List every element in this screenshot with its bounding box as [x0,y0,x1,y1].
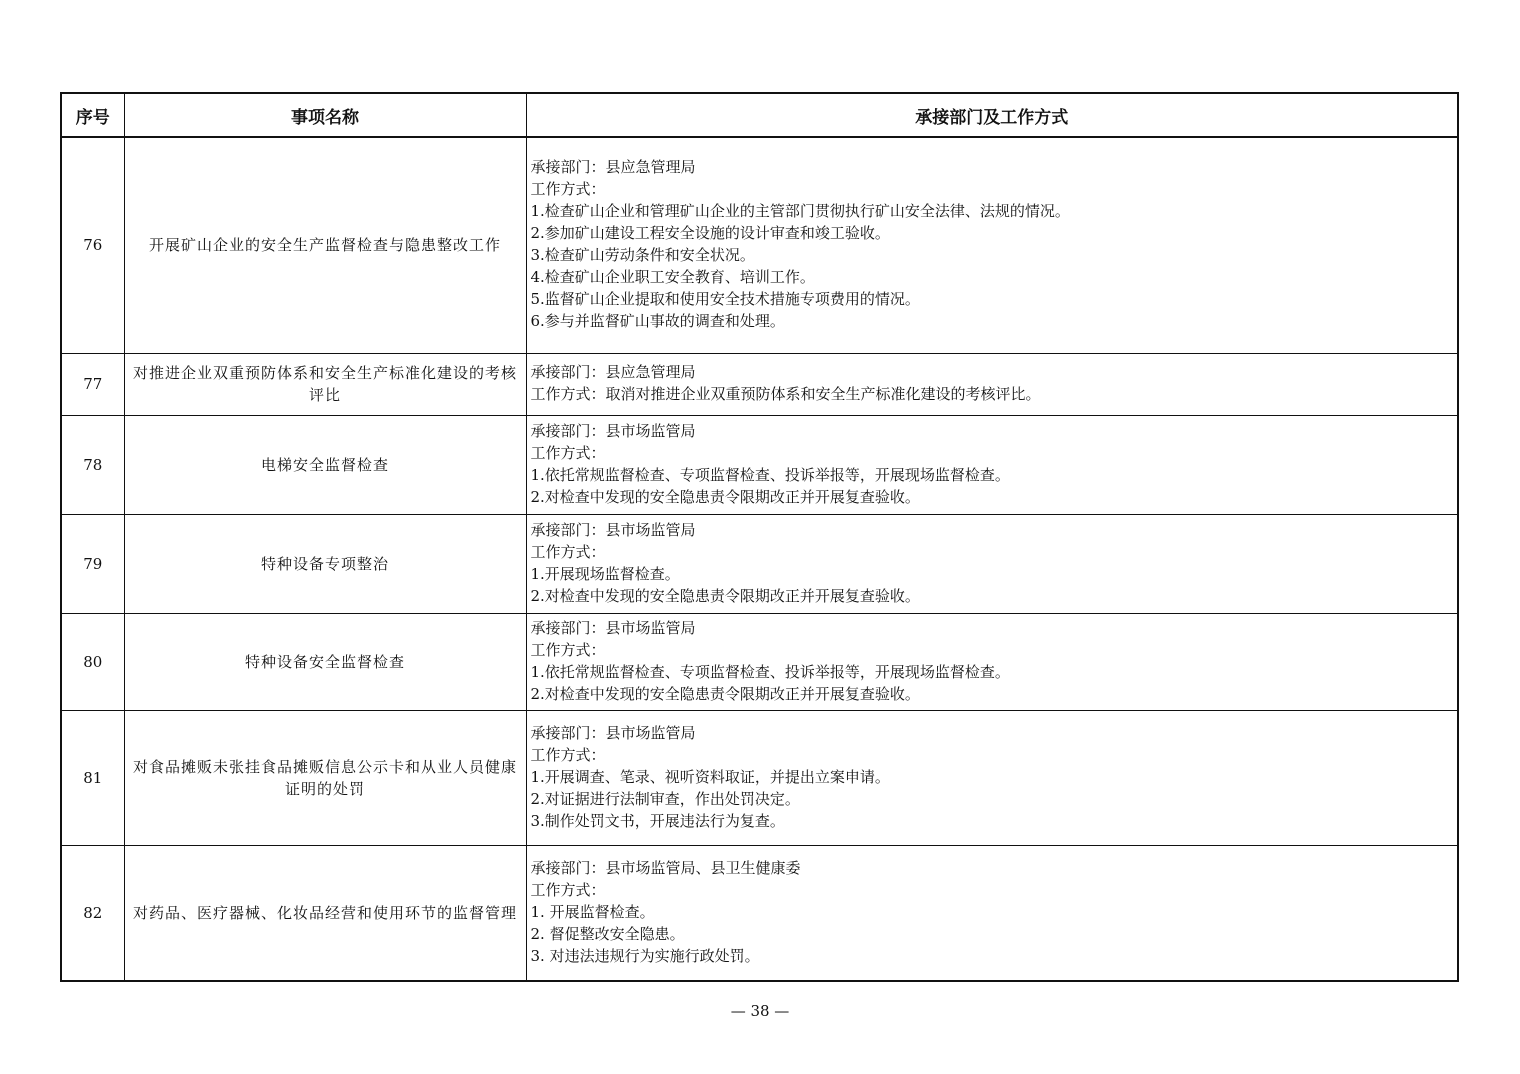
row-serial-number: 79 [61,514,124,613]
department-method-line: 1. 开展监督检查。 [530,902,655,921]
department-method-line: 5.监督矿山企业提取和使用安全技术措施专项费用的情况。 [530,290,920,308]
matters-table [60,92,1459,982]
row-department-method [526,514,1458,613]
row-department-method [526,353,1458,415]
table-row [61,137,1458,353]
department-method-line: 2. 督促整改安全隐患。 [530,924,685,943]
department-method-line: 4.检查矿山企业职工安全教育、培训工作。 [530,268,815,286]
row-item-name: 电梯安全监督检查 [124,415,526,514]
department-method-line: 2.对证据进行法制审查，作出处罚决定。 [530,789,800,808]
row-serial-number: 80 [61,613,124,710]
row-item-name: 对药品、医疗器械、化妆品经营和使用环节的监督管理 [124,845,526,981]
department-method-line: 3.检查矿山劳动条件和安全状况。 [530,246,755,264]
row-serial-number: 82 [61,845,124,981]
department-method-line: 工作方式： [530,880,606,899]
department-method-line: 1.检查矿山企业和管理矿山企业的主管部门贯彻执行矿山安全法律、法规的情况。 [530,202,1070,220]
department-method-line: 6.参与并监督矿山事故的调查和处理。 [530,312,785,330]
row-serial-number: 81 [61,710,124,845]
department-method-line: 工作方式： [530,180,606,198]
department-method-line: 1.依托常规监督检查、专项监督检查、投诉举报等，开展现场监督检查。 [530,465,1010,484]
row-serial-number: 78 [61,415,124,514]
header-serial-number: 序号 [61,93,124,137]
department-method-line: 承接部门：县市场监管局 [530,618,696,637]
row-department-method [526,415,1458,514]
table-row [61,514,1458,613]
row-serial-number: 77 [61,353,124,415]
row-item-name: 开展矿山企业的安全生产监督检查与隐患整改工作 [124,137,526,353]
department-method-line: 承接部门：县市场监管局 [530,421,696,440]
table-row [61,415,1458,514]
page-number: — 38 — [730,1002,790,1020]
row-item-name: 对推进企业双重预防体系和安全生产标准化建设的考核评比 [124,353,526,415]
row-item-name: 特种设备安全监督检查 [124,613,526,710]
department-method-line: 承接部门：县市场监管局、县卫生健康委 [530,858,801,877]
row-department-method [526,710,1458,845]
department-method-line: 工作方式： [530,640,606,659]
department-method-line: 承接部门：县市场监管局 [530,723,696,742]
department-method-line: 2.对检查中发现的安全隐患责令限期改正并开展复查验收。 [530,684,920,703]
header-item-name: 事项名称 [124,93,526,137]
department-method-line: 工作方式：取消对推进企业双重预防体系和安全生产标准化建设的考核评比。 [530,384,1041,403]
department-method-line: 工作方式： [530,542,606,561]
department-method-line: 工作方式： [530,443,606,462]
department-method-line: 2.参加矿山建设工程安全设施的设计审查和竣工验收。 [530,224,890,242]
department-method-line: 工作方式： [530,745,606,764]
row-item-name: 对食品摊贩未张挂食品摊贩信息公示卡和从业人员健康证明的处罚 [124,710,526,845]
table-row [61,845,1458,981]
department-method-line: 1.依托常规监督检查、专项监督检查、投诉举报等，开展现场监督检查。 [530,662,1010,681]
department-method-line: 2.对检查中发现的安全隐患责令限期改正并开展复查验收。 [530,487,920,506]
table-row [61,613,1458,710]
row-department-method [526,845,1458,981]
table-row [61,353,1458,415]
department-method-line: 1.开展调查、笔录、视听资料取证，并提出立案申请。 [530,767,890,786]
department-method-line: 2.对检查中发现的安全隐患责令限期改正并开展复查验收。 [530,586,920,605]
row-serial-number: 76 [61,137,124,353]
department-method-line: 承接部门：县市场监管局 [530,520,696,539]
department-method-line: 3.制作处罚文书，开展违法行为复查。 [530,811,785,830]
table-body [61,137,1458,981]
department-method-line: 承接部门：县应急管理局 [530,158,696,176]
row-department-method [526,137,1458,353]
department-method-line: 1.开展现场监督检查。 [530,564,680,583]
row-department-method [526,613,1458,710]
table-row [61,710,1458,845]
row-item-name: 特种设备专项整治 [124,514,526,613]
department-method-line: 承接部门：县应急管理局 [530,362,696,381]
table-header-row [61,93,1458,137]
department-method-line: 3. 对违法违规行为实施行政处罚。 [530,946,760,965]
header-department-method: 承接部门及工作方式 [526,93,1458,137]
